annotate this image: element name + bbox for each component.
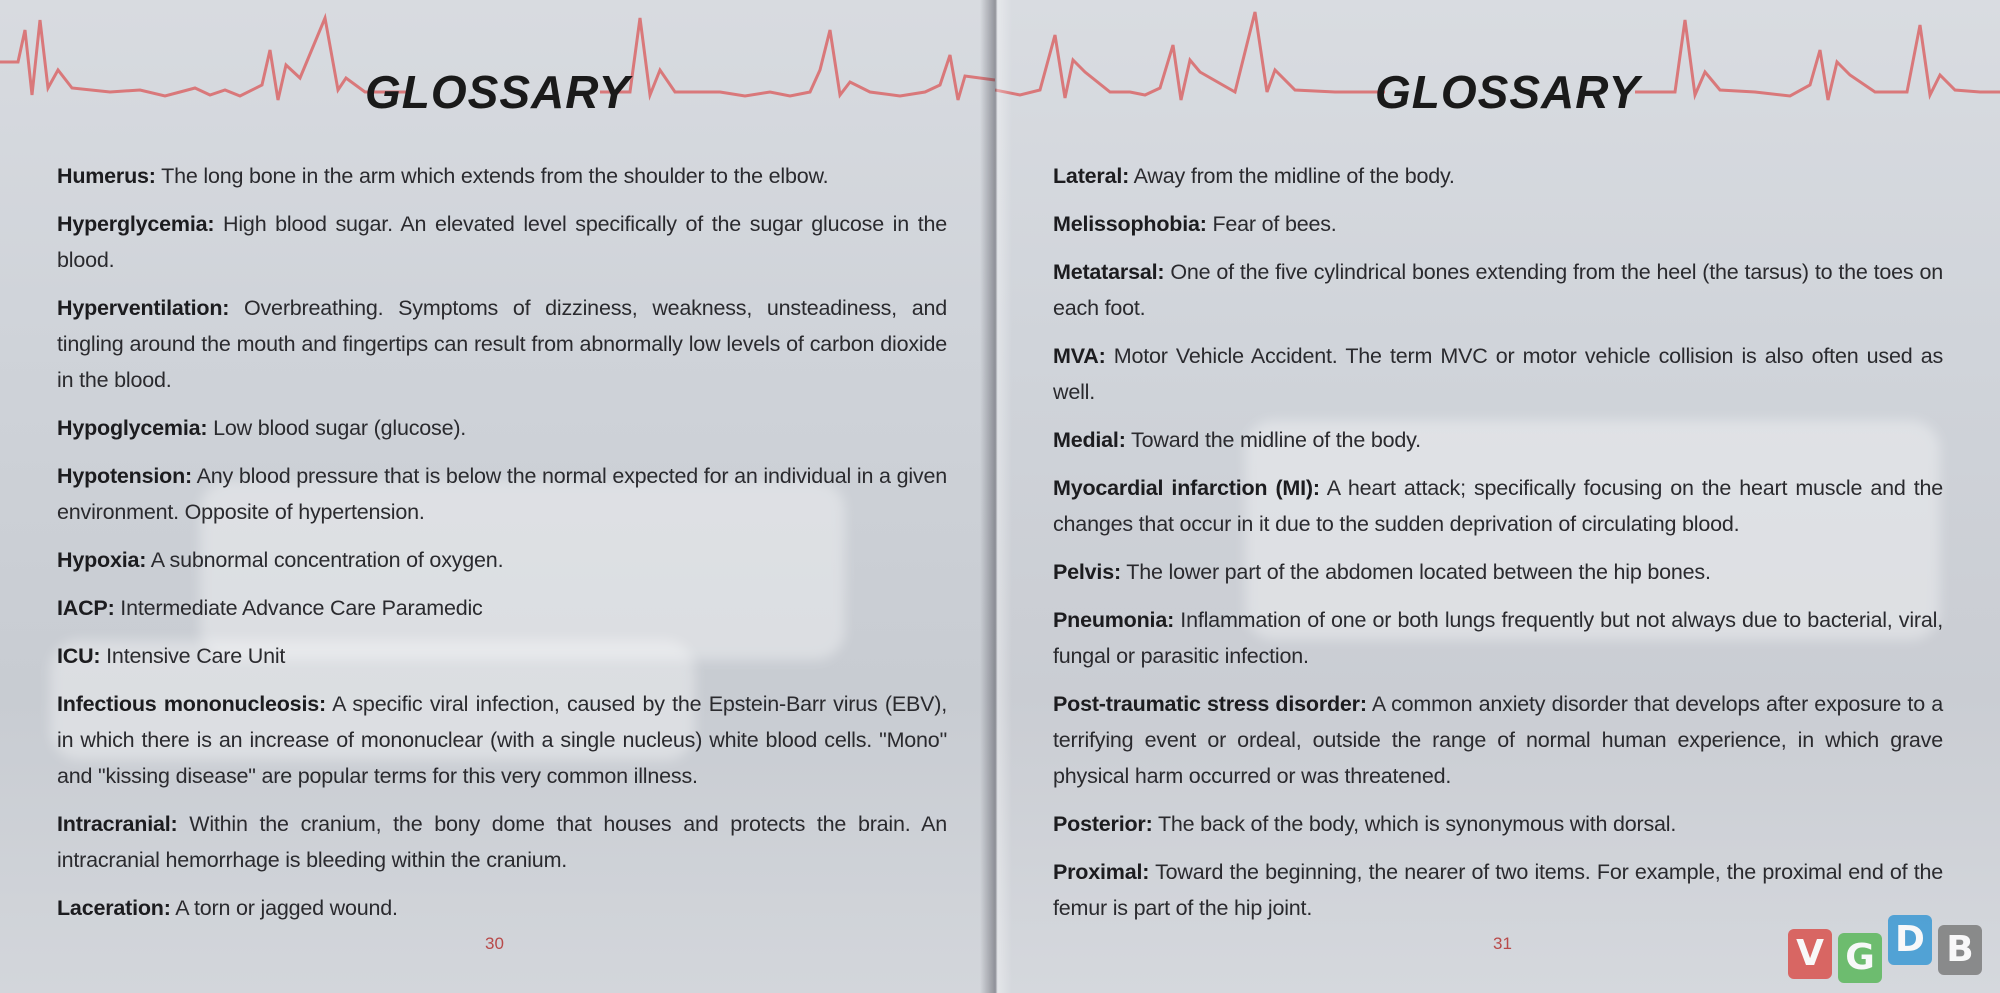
glossary-entry — [1053, 158, 1943, 194]
glossary-term: Humerus: — [57, 164, 156, 188]
glossary-term: Hyperglycemia: — [57, 212, 215, 236]
glossary-term: Pneumonia: — [1053, 608, 1175, 632]
glossary-entry — [57, 206, 947, 278]
glossary-definition: A common anxiety disorder that develops after exposure to a terrifying event or ordeal, outside the range of normal human experience, in which grave physical harm occurred or was threatened. — [1053, 692, 1943, 788]
glossary-entry — [57, 806, 947, 878]
glossary-title-left: GLOSSARY — [365, 66, 631, 118]
glossary-title-right: GLOSSARY — [1375, 66, 1641, 118]
glossary-term: Melissophobia: — [1053, 212, 1207, 236]
glossary-term: Post-traumatic stress disorder: — [1053, 692, 1367, 716]
glossary-term: Posterior: — [1053, 812, 1153, 836]
glossary-definition: Toward the beginning, the nearer of two items. For example, the proximal end of the femur is part of the hip joint. — [1053, 860, 1943, 920]
glossary-definition: High blood sugar. An elevated level specifically of the sugar glucose in the blood. — [57, 212, 947, 272]
glossary-term: Proximal: — [1053, 860, 1150, 884]
glossary-entry — [1053, 206, 1943, 242]
book-gutter — [980, 0, 1012, 993]
glossary-term: Intracranial: — [57, 812, 178, 836]
glossary-entry — [1053, 806, 1943, 842]
glossary-term: Myocardial infarction (MI): — [1053, 476, 1320, 500]
glossary-definition: Toward the midline of the body. — [1125, 428, 1421, 452]
glossary-definition: Fear of bees. — [1206, 212, 1337, 236]
glossary-term: Medial: — [1053, 428, 1126, 452]
watermark-letter: D — [1888, 915, 1932, 965]
glossary-definition: Overbreathing. Symptoms of dizziness, weakness, unsteadiness, and tingling around the mouth and fingertips can result from abnormally low levels of carbon dioxide in the blood. — [57, 296, 947, 392]
glossary-entry — [57, 686, 947, 794]
glossary-entry — [57, 890, 947, 926]
glossary-definition: A subnormal concentration of oxygen. — [146, 548, 504, 572]
watermark-letter: G — [1838, 933, 1882, 983]
glossary-term: Pelvis: — [1053, 560, 1121, 584]
glossary-definition: A heart attack; specifically focusing on the heart muscle and the changes that occur in it due to the sudden deprivation of circulating blood. — [1053, 476, 1943, 536]
glossary-entry — [1053, 470, 1943, 542]
glossary-definition: Intensive Care Unit — [100, 644, 286, 668]
glossary-definition: Low blood sugar (glucose). — [207, 416, 467, 440]
glossary-list-left — [57, 158, 947, 938]
glossary-term: IACP: — [57, 596, 115, 620]
page-number-right: 31 — [1493, 934, 1512, 953]
glossary-term: Hyperventilation: — [57, 296, 230, 320]
glossary-entry — [1053, 254, 1943, 326]
glossary-term: Infectious mononucleosis: — [57, 692, 326, 716]
glossary-term: MVA: — [1053, 344, 1106, 368]
glossary-entry — [57, 638, 947, 674]
glossary-definition: A specific viral infection, caused by the Epstein-Barr virus (EBV), in which there is an increase of mononuclear (with a single nucleus) white blood cells. "Mono" and "kissing disease" are popular terms for this very common illness. — [57, 692, 947, 788]
glossary-definition: Any blood pressure that is below the normal expected for an individual in a given environment. Opposite of hypertension. — [57, 464, 947, 524]
glossary-definition: The back of the body, which is synonymous with dorsal. — [1152, 812, 1677, 836]
glossary-entry — [57, 158, 947, 194]
watermark-letter: V — [1788, 929, 1832, 979]
glossary-entry — [57, 410, 947, 446]
glossary-term: Hypotension: — [57, 464, 192, 488]
glossary-term: Hypoglycemia: — [57, 416, 208, 440]
glossary-entry — [57, 458, 947, 530]
glossary-definition: Inflammation of one or both lungs frequently but not always due to bacterial, viral, fungal or parasitic infection. — [1053, 608, 1943, 668]
glossary-entry — [57, 590, 947, 626]
vgdb-watermark-logo — [1788, 915, 1982, 983]
glossary-entry — [57, 542, 947, 578]
glossary-term: Metatarsal: — [1053, 260, 1165, 284]
page-number-left: 30 — [485, 934, 504, 953]
glossary-entry — [1053, 338, 1943, 410]
glossary-definition: Motor Vehicle Accident. The term MVC or motor vehicle collision is also often used as well. — [1053, 344, 1943, 404]
glossary-entry — [57, 290, 947, 398]
left-page — [0, 0, 995, 993]
glossary-term: Laceration: — [57, 896, 171, 920]
glossary-entry — [1053, 422, 1943, 458]
glossary-entry — [1053, 686, 1943, 794]
watermark-letter: B — [1938, 925, 1982, 975]
glossary-definition: Within the cranium, the bony dome that houses and protects the brain. An intracranial hemorrhage is bleeding within the cranium. — [57, 812, 947, 872]
glossary-definition: A torn or jagged wound. — [170, 896, 398, 920]
glossary-list-right — [1053, 158, 1943, 938]
glossary-term: Lateral: — [1053, 164, 1130, 188]
glossary-term: ICU: — [57, 644, 101, 668]
glossary-term: Hypoxia: — [57, 548, 147, 572]
glossary-definition: Intermediate Advance Care Paramedic — [114, 596, 483, 620]
glossary-entry — [1053, 554, 1943, 590]
glossary-definition: One of the five cylindrical bones extending from the heel (the tarsus) to the toes on each foot. — [1053, 260, 1943, 320]
glossary-entry — [1053, 602, 1943, 674]
glossary-definition: The lower part of the abdomen located between the hip bones. — [1120, 560, 1711, 584]
right-page — [995, 0, 2000, 993]
glossary-definition: The long bone in the arm which extends from the shoulder to the elbow. — [155, 164, 829, 188]
glossary-definition: Away from the midline of the body. — [1129, 164, 1455, 188]
